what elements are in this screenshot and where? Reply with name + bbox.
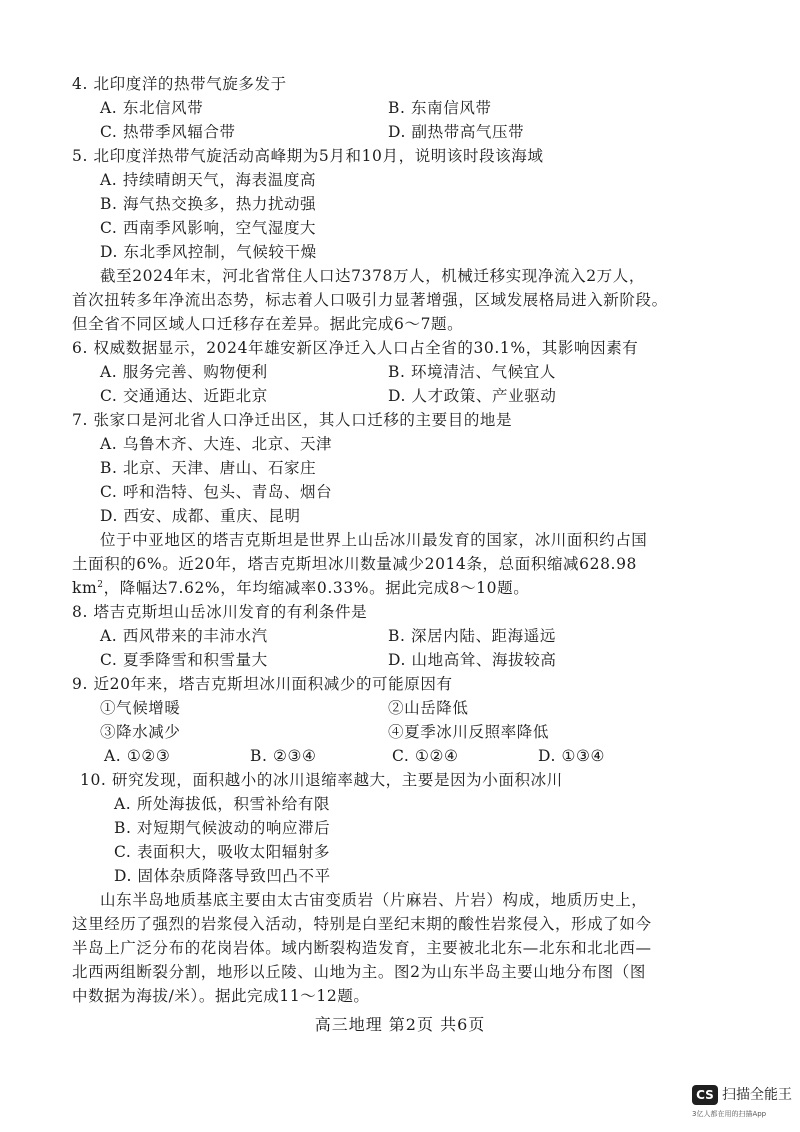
question-10-option-b: B. 对短期气候波动的响应滞后 [114,819,331,837]
passage-2-line-1: 位于中亚地区的塔吉克斯坦是世界上山岳冰川最发育的国家，冰川面积约占国 [100,531,648,549]
passage-3-line-1: 山东半岛地质基底主要由太古宙变质岩（片麻岩、片岩）构成，地质历史上， [100,891,648,909]
question-8-option-d: D. 山地高耸、海拔较高 [388,651,557,669]
question-4-stem: 4. 北印度洋的热带气旋多发于 [72,75,287,93]
passage-3-line-3: 半岛上广泛分布的花岗岩体。域内断裂构造发育，主要被北北东—北东和北北西— [72,939,652,957]
question-9-option-d: D. ①③④ [538,747,606,765]
question-9-option-a: A. ①②③ [104,747,171,765]
question-9-option-c: C. ①②④ [392,747,459,765]
unit-km: km [72,579,98,597]
unit-km-superscript: 2 [97,579,104,590]
passage-2-line-3-rest: ，降幅达7.62%，年均缩减率0.33%。据此完成8～10题。 [103,579,530,597]
passage-1-line-2: 首次扭转多年净流出态势，标志着人口吸引力显著增强，区域发展格局进入新阶段。 [72,291,668,309]
question-9-item-1: ①气候增暖 [100,699,181,717]
scanner-tagline: 3亿人都在用的扫描App [692,1110,767,1118]
question-7-option-a: A. 乌鲁木齐、大连、北京、天津 [100,435,333,453]
question-8-option-c: C. 夏季降雪和积雪量大 [100,651,268,669]
question-4-option-c: C. 热带季风辐合带 [100,123,236,141]
passage-2-line-3 [72,576,529,600]
question-5-option-b: B. 海气热交换多，热力扰动强 [100,195,317,213]
question-5-option-c: C. 西南季风影响，空气湿度大 [100,219,317,237]
question-10-option-a: A. 所处海拔低，积雪补给有限 [114,795,331,813]
question-10-option-c: C. 表面积大，吸收太阳辐射多 [114,843,331,861]
question-7-option-c: C. 呼和浩特、包头、青岛、烟台 [100,483,333,501]
question-10-option-d: D. 固体杂质降落导致凹凸不平 [114,867,331,885]
passage-1-line-1: 截至2024年末，河北省常住人口达7378万人，机械迁移实现净流入2万人， [100,267,645,285]
question-8-option-b: B. 深居内陆、距海遥远 [388,627,556,645]
question-4-option-b: B. 东南信风带 [388,99,492,117]
question-9-option-b: B. ②③④ [250,747,317,765]
passage-2-line-2: 土面积的6%。近20年，塔吉克斯坦冰川数量减少2014条，总面积缩减628.98 [72,555,637,573]
question-9-stem: 9. 近20年来，塔吉克斯坦冰川面积减少的可能原因有 [72,675,453,693]
question-9-item-2: ②山岳降低 [388,699,469,717]
question-4-option-a: A. 东北信风带 [100,99,204,117]
question-10-stem: 10. 研究发现，面积越小的冰川退缩率越大，主要是因为小面积冰川 [80,771,563,789]
page-footer: 高三地理 第2页 共6页 [314,1015,486,1034]
question-6-option-d: D. 人才政策、产业驱动 [388,387,557,405]
question-7-option-b: B. 北京、天津、唐山、石家庄 [100,459,317,477]
question-6-option-c: C. 交通通达、近距北京 [100,387,268,405]
question-9-item-3: ③降水减少 [100,723,181,741]
question-6-stem: 6. 权威数据显示，2024年雄安新区净迁入人口占全省的30.1%，其影响因素有 [72,339,639,357]
question-4-option-d: D. 副热带高气压带 [388,123,525,141]
scanner-logo-icon: CS [692,1085,718,1105]
scanner-watermark [692,1085,792,1125]
question-7-stem: 7. 张家口是河北省人口净迁出区，其人口迁移的主要目的地是 [72,411,513,429]
question-5-option-a: A. 持续晴朗天气，海表温度高 [100,171,317,189]
question-5-option-d: D. 东北季风控制，气候较干燥 [100,243,317,261]
question-8-stem: 8. 塔吉克斯坦山岳冰川发育的有利条件是 [72,603,368,621]
passage-3-line-2: 这里经历了强烈的岩浆侵入活动，特别是白垩纪末期的酸性岩浆侵入，形成了如今 [72,915,652,933]
question-8-option-a: A. 西风带来的丰沛水汽 [100,627,268,645]
question-5-stem: 5. 北印度洋热带气旋活动高峰期为5月和10月，说明该时段该海域 [72,147,544,165]
scanner-app-name: 扫描全能王 [722,1087,792,1103]
question-7-option-d: D. 西安、成都、重庆、昆明 [100,507,301,525]
passage-3-line-5: 中数据为海拔/米）。据此完成11～12题。 [72,987,370,1005]
passage-3-line-4: 北西两组断裂分割，地形以丘陵、山地为主。图2为山东半岛主要山地分布图（图 [72,963,646,981]
passage-1-line-3: 但全省不同区域人口迁移存在差异。据此完成6～7题。 [72,315,464,333]
question-9-item-4: ④夏季冰川反照率降低 [388,723,550,741]
question-6-option-b: B. 环境清洁、气候宜人 [388,363,556,381]
question-6-option-a: A. 服务完善、购物便利 [100,363,268,381]
